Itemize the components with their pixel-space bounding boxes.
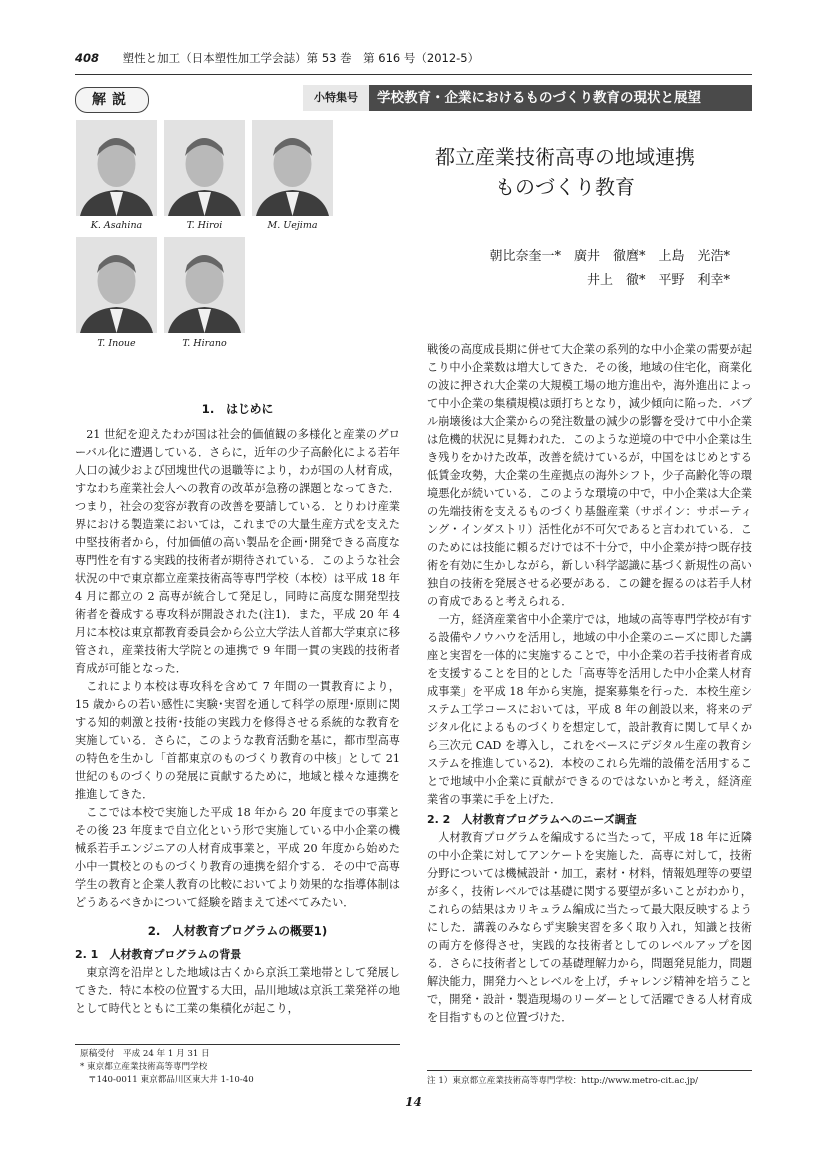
left-column xyxy=(75,400,400,1018)
author-line: 井上 徹* 平野 利幸* xyxy=(586,273,730,288)
photo-caption: T. Hiroi xyxy=(186,220,223,231)
header-page-number: 408 xyxy=(75,51,100,65)
paragraph: 人材教育プログラムを編成するに当たって，平成 18 年に近隣の中小企業に対してアンケートを実施した．高専に対して，技術分野については機械設計・加工，素材・材料，情報処理等の要望が多く，技術レベルでは基礎に関する要望が多いことがわかり，これらの結果はカリキュラム編成に当たって最大限反映するようにした．講義のみならず実験実習を多く取り入れ，知識と技術の両方を修得させ，実践的な技術者としてのレベルアップを図る．さらに技術者としての基礎理解力から，問題発見能力，問題解決能力，開発力へとレベルを上げ，チャレンジ精神を培うことで，開発・設計・製造現場のリーダーとして活躍できる人材育成を目指すものと位置づけた． xyxy=(427,831,752,1024)
header-rule xyxy=(75,74,752,75)
paragraph: 戦後の高度成長期に併せて大企業の系列的な中小企業の需要が起こり中小企業数は増大してきた．その後，地域の住宅化，商業化の波に押され大企業の大規模工場の地方進出や，海外進出によって中小企業の集積規模は頭打ちとなり，減少傾向に陥った．バブル崩壊後は大企業からの発注数量の減少の影響を受けて中小企業は危機的状況に見舞われた．このような逆境の中で中小企業は生き残りをかけた改革，改善を続けているが，中国をはじめとする低賃金攻勢，大企業の生産拠点の海外シフト，少子高齢化等の環境悪化が続いている．このような環境の中で，中小企業は大企業の先端技術を支えるものづくり基盤産業（サポイン：サポーティング・インダストリ）活性化が不可欠であると言われている．このためには技能に頼るだけでは不十分で，中小企業が持つ既存技術を有効に生かしながら，新しい科学認識に基づく新規性の高い独自の技術を発展させる必要がある．この鍵を握るのは若手人材の育成であると考えられる． xyxy=(427,343,752,608)
affiliation: * 東京都立産業技術高等専門学校 xyxy=(80,1062,208,1072)
right-column xyxy=(427,341,752,1027)
photo-caption: K. Asahina xyxy=(90,220,143,231)
journal-name: 塑性と加工（日本塑性加工学会誌）第 53 巻 第 616 号（2012-5） xyxy=(122,51,480,65)
photo-caption: T. Hirano xyxy=(182,338,227,349)
photo-caption: M. Uejima xyxy=(267,220,318,231)
section-heading: 1. はじめに xyxy=(201,402,274,416)
section-heading: 2. 人材教育プログラムの概要1) xyxy=(147,924,328,938)
paragraph: 21 世紀を迎えたわが国は社会的価値観の多様化と産業のグローバル化に遭遇している．さらに，近年の少子高齢化による若年人口の減少および団塊世代の退職等により，わが国の人材育成，すなわち産業社会人への教育の改革が急務の課題となってきた．つまり，社会の変容が教育の改善を要請している．とりわけ産業界における製造業においては，これまでの大量生産方式を支えた中堅技術者から，付加価値の高い製品を企画･開発できる高度な専門性を有する実践的技術者が期待されている．このような社会状況の中で東京都立産業技術高等専門学校（本校）は平成 18 年 4 月に都立の 2 高専が統合して発足し，同時に高度な開発型技術者を養成する専攻科が開設された(注1)．また，平成 20 年 4 月に本校は東京都教育委員会から公立大学法人首都大学東京に移管され，産業技術大学院との連携で 9 年間一貫の実践的技術者育成が可能となった． xyxy=(75,428,400,675)
paragraph: ここでは本校で実施した平成 18 年から 20 年度までの事業とその後 23 年度まで自立化という形で実施している中小企業の機械系若手エンジニアの人材育成事業と，平成 20 年度から始めた小中一貫校とのものづくり教育の連携を紹介する．その中で高専学生の教育と企業人教育の比較においてより効果的な指導体制はどうあるべきかについて経験を踏まえて述べてみたい． xyxy=(75,806,400,909)
photo-caption: T. Inoue xyxy=(97,338,136,349)
title-line: ものづくり教育 xyxy=(495,175,635,199)
author-photo xyxy=(164,237,245,333)
paragraph: 一方，経済産業省中小企業庁では，地域の高等専門学校が有する設備やノウハウを活用し，地域の中小企業のニーズに即した講座と実習を一体的に実施することで，中小企業の若手技術者育成を支援することを目的とした「高専等を活用した中小企業人材育成事業」を平成 18 年から実施，提案募集を行った．本校生産システム工学コースにおいては，平成 8 年の創設以来，将来のデジタル化によるものづくりを想定して，設計教育に関して早くから三次元 CAD を導入し，これをベースにデジタル生産の教育システムを推進している2)．本校のこれら先端的設備を活用することで地域中小企業に貢献ができるのではないかと考え，経済産業省の事業に手を上げた． xyxy=(427,613,752,806)
footnote-block xyxy=(80,1048,400,1087)
author-list xyxy=(420,245,730,293)
article-title xyxy=(380,142,750,202)
special-issue-title: 学校教育・企業におけるものづくり教育の現状と展望 xyxy=(377,90,701,106)
author-photo xyxy=(252,120,333,216)
author-photo xyxy=(76,120,157,216)
page-footer-number: 14 xyxy=(405,1095,422,1109)
subsection-heading: 2. 2 人材教育プログラムへのニーズ調査 xyxy=(427,813,637,826)
author-line: 朝比奈奎一* 廣井 徹麿* 上島 光浩* xyxy=(489,249,730,264)
paragraph: 東京湾を沿岸とした地域は古くから京浜工業地帯として発展してきた．特に本校の位置する大田，品川地域は京浜工業発祥の地として時代とともに工業の集積化が起こり， xyxy=(75,966,400,1015)
footnote-rule xyxy=(75,1044,400,1045)
special-issue-banner xyxy=(303,85,752,111)
footnote-rule xyxy=(427,1070,752,1071)
received-date: 原稿受付 平成 24 年 1 月 31 日 xyxy=(80,1049,210,1059)
special-issue-label: 小特集号 xyxy=(303,85,369,111)
footnote-note1: 注 1）東京都立産業技術高等専門学校：http://www.metro-cit.ac.jp/ xyxy=(427,1076,699,1086)
title-line: 都立産業技術高専の地域連携 xyxy=(435,145,695,169)
author-photo xyxy=(76,237,157,333)
author-photo xyxy=(164,120,245,216)
paragraph: これにより本校は専攻科を含めて 7 年間の一貫教育により，15 歳からの若い感性に実験･実習を通して科学の原理･原則に関する知的刺激と技術･技能の実践力を修得させる系統的な教育を実施している．さらに，このような教育活動を基に，都市型高専の特色を生かし「首都東京のものづくり教育の中核」として 21 世紀のものづくりの発展に貢献するために，地域と様々な連携を推進してきた． xyxy=(75,680,400,801)
article-type-badge: 解説 xyxy=(75,87,149,113)
running-header xyxy=(75,50,479,66)
address: 〒140-0011 東京都品川区東大井 1-10-40 xyxy=(88,1075,254,1085)
subsection-heading: 2. 1 人材教育プログラムの背景 xyxy=(75,948,242,961)
